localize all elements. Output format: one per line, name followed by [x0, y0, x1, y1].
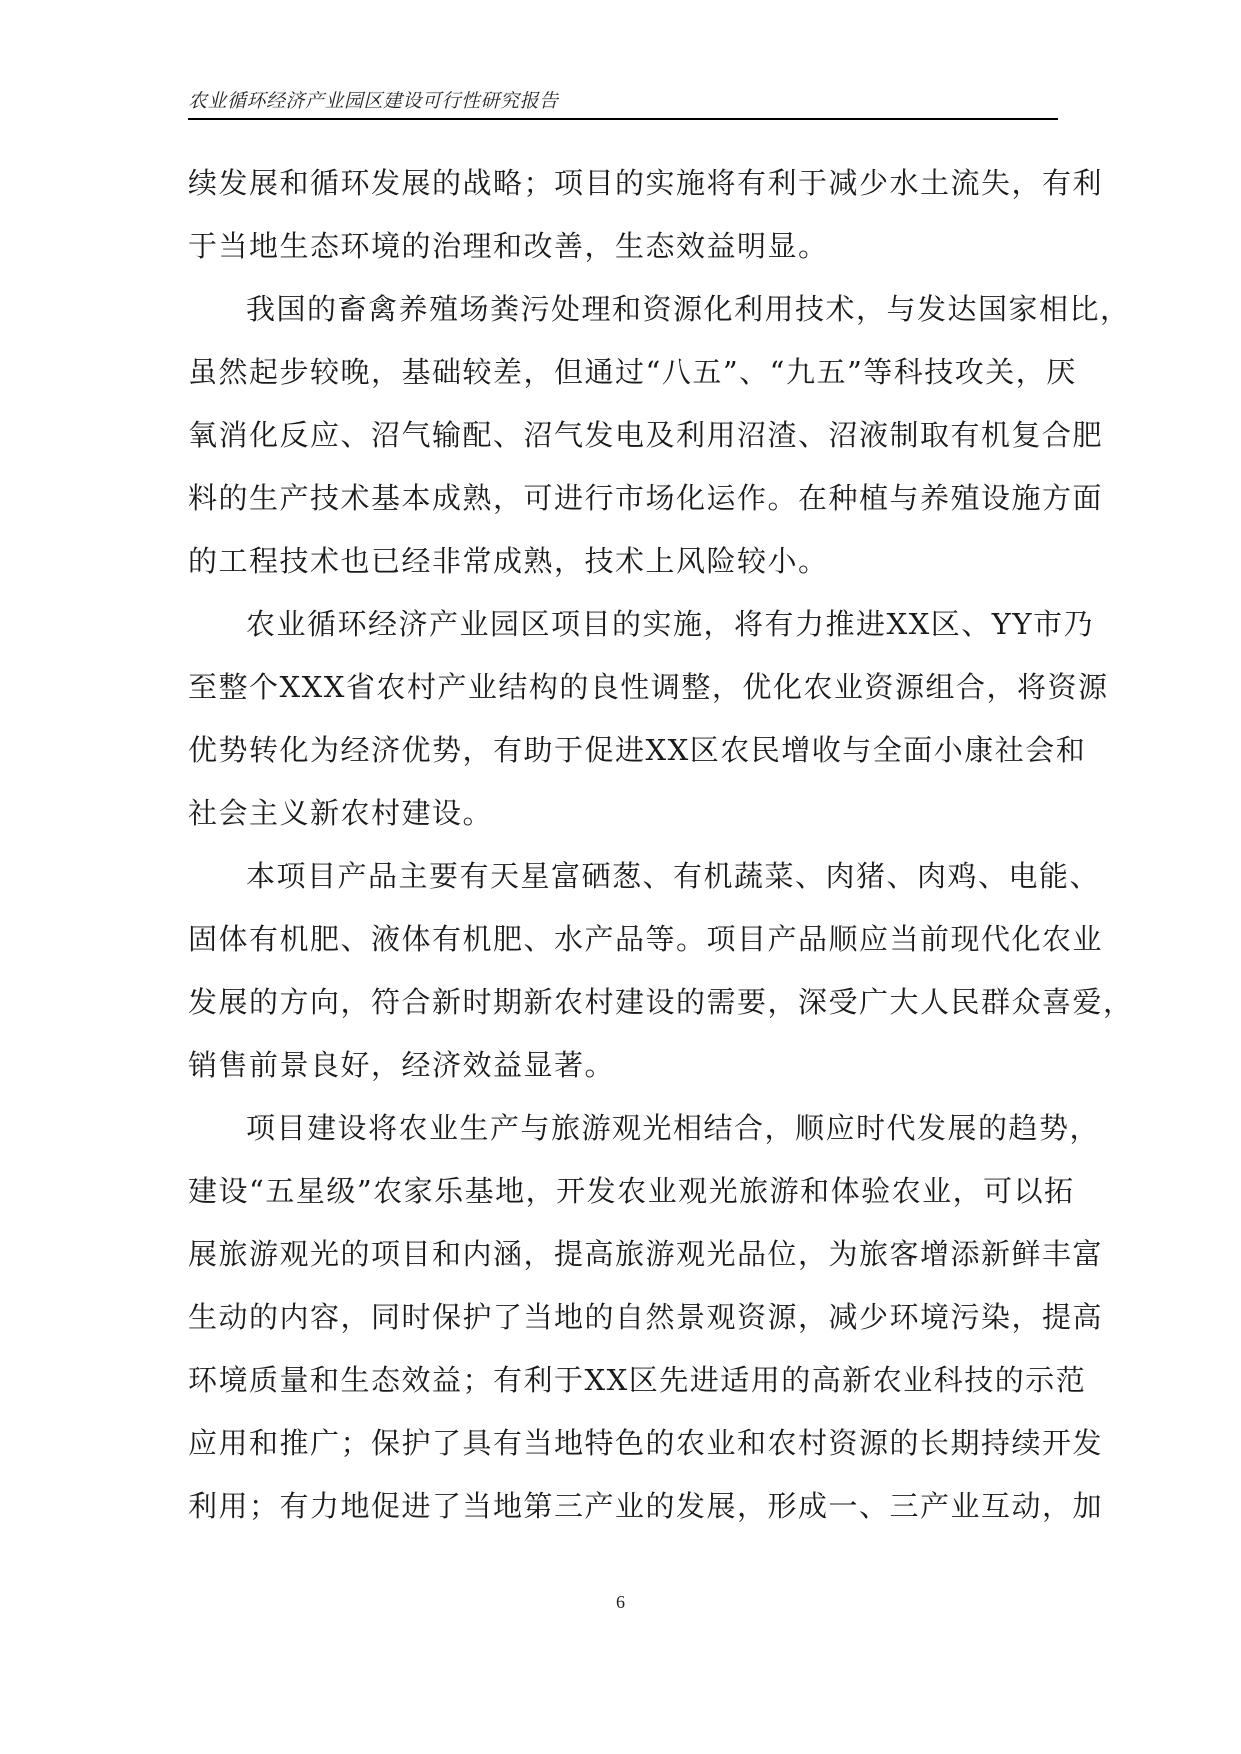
- paragraph-first-line: 农业循环经济产业园区项目的实施，将有力推进XX区、YY市乃: [246, 607, 1095, 641]
- text-line: 料的生产技术基本成熟，可进行市场化运作。在种植与养殖设施方面: [188, 481, 1104, 515]
- paragraph-first-line: 本项目产品主要有天星富硒葱、有机蔬菜、肉猪、肉鸡、电能、: [246, 859, 1101, 893]
- page-header: [188, 84, 1058, 120]
- text-line: 优势转化为经济优势，有助于促进XX区农民增收与全面小康社会和: [188, 733, 1087, 767]
- text-line: 利用；有力地促进了当地第三产业的发展，形成一、三产业互动，加: [188, 1489, 1104, 1523]
- text-line: 续发展和循环发展的战略；项目的实施将有利于减少水土流失，有利: [188, 166, 1104, 200]
- text-line: 展旅游观光的项目和内涵，提高旅游观光品位，为旅客增添新鲜丰富: [188, 1237, 1104, 1271]
- text-line: 建设“五星级”农家乐基地，开发农业观光旅游和体验农业，可以拓: [188, 1174, 1075, 1208]
- paragraph-first-line: 项目建设将农业生产与旅游观光相结合，顺应时代发展的趋势，: [246, 1111, 1101, 1145]
- text-line: 至整个XXX省农村产业结构的良性调整，优化农业资源组合，将资源: [188, 670, 1109, 704]
- text-line: 应用和推广；保护了具有当地特色的农业和农村资源的长期持续开发: [188, 1426, 1104, 1460]
- document-title: 农业循环经济产业园区建设可行性研究报告: [188, 91, 559, 112]
- text-line: 的工程技术也已经非常成熟，技术上风险较小。: [188, 544, 829, 578]
- paragraph-first-line: 我国的畜禽养殖场粪污处理和资源化利用技术，与发达国家相比，: [246, 292, 1131, 326]
- text-line: 于当地生态环境的治理和改善，生态效益明显。: [188, 229, 829, 263]
- body-text: [188, 152, 1134, 1538]
- text-line: 虽然起步较晚，基础较差，但通过“八五”、“九五”等科技攻关，厌: [188, 355, 1077, 389]
- text-line: 环境质量和生态效益；有利于XX区先进适用的高新农业科技的示范: [188, 1363, 1087, 1397]
- page-number: 6: [616, 1592, 625, 1612]
- text-line: 氧消化反应、沼气输配、沼气发电及利用沼渣、沼液制取有机复合肥: [188, 418, 1104, 452]
- text-line: 固体有机肥、液体有机肥、水产品等。项目产品顺应当前现代化农业: [188, 922, 1104, 956]
- text-line: 社会主义新农村建设。: [188, 796, 494, 830]
- text-line: 发展的方向，符合新时期新农村建设的需要，深受广大人民群众喜爱，: [188, 985, 1134, 1019]
- text-line: 销售前景良好，经济效益显著。: [188, 1048, 616, 1082]
- text-line: 生动的内容，同时保护了当地的自然景观资源，减少环境污染，提高: [188, 1300, 1104, 1334]
